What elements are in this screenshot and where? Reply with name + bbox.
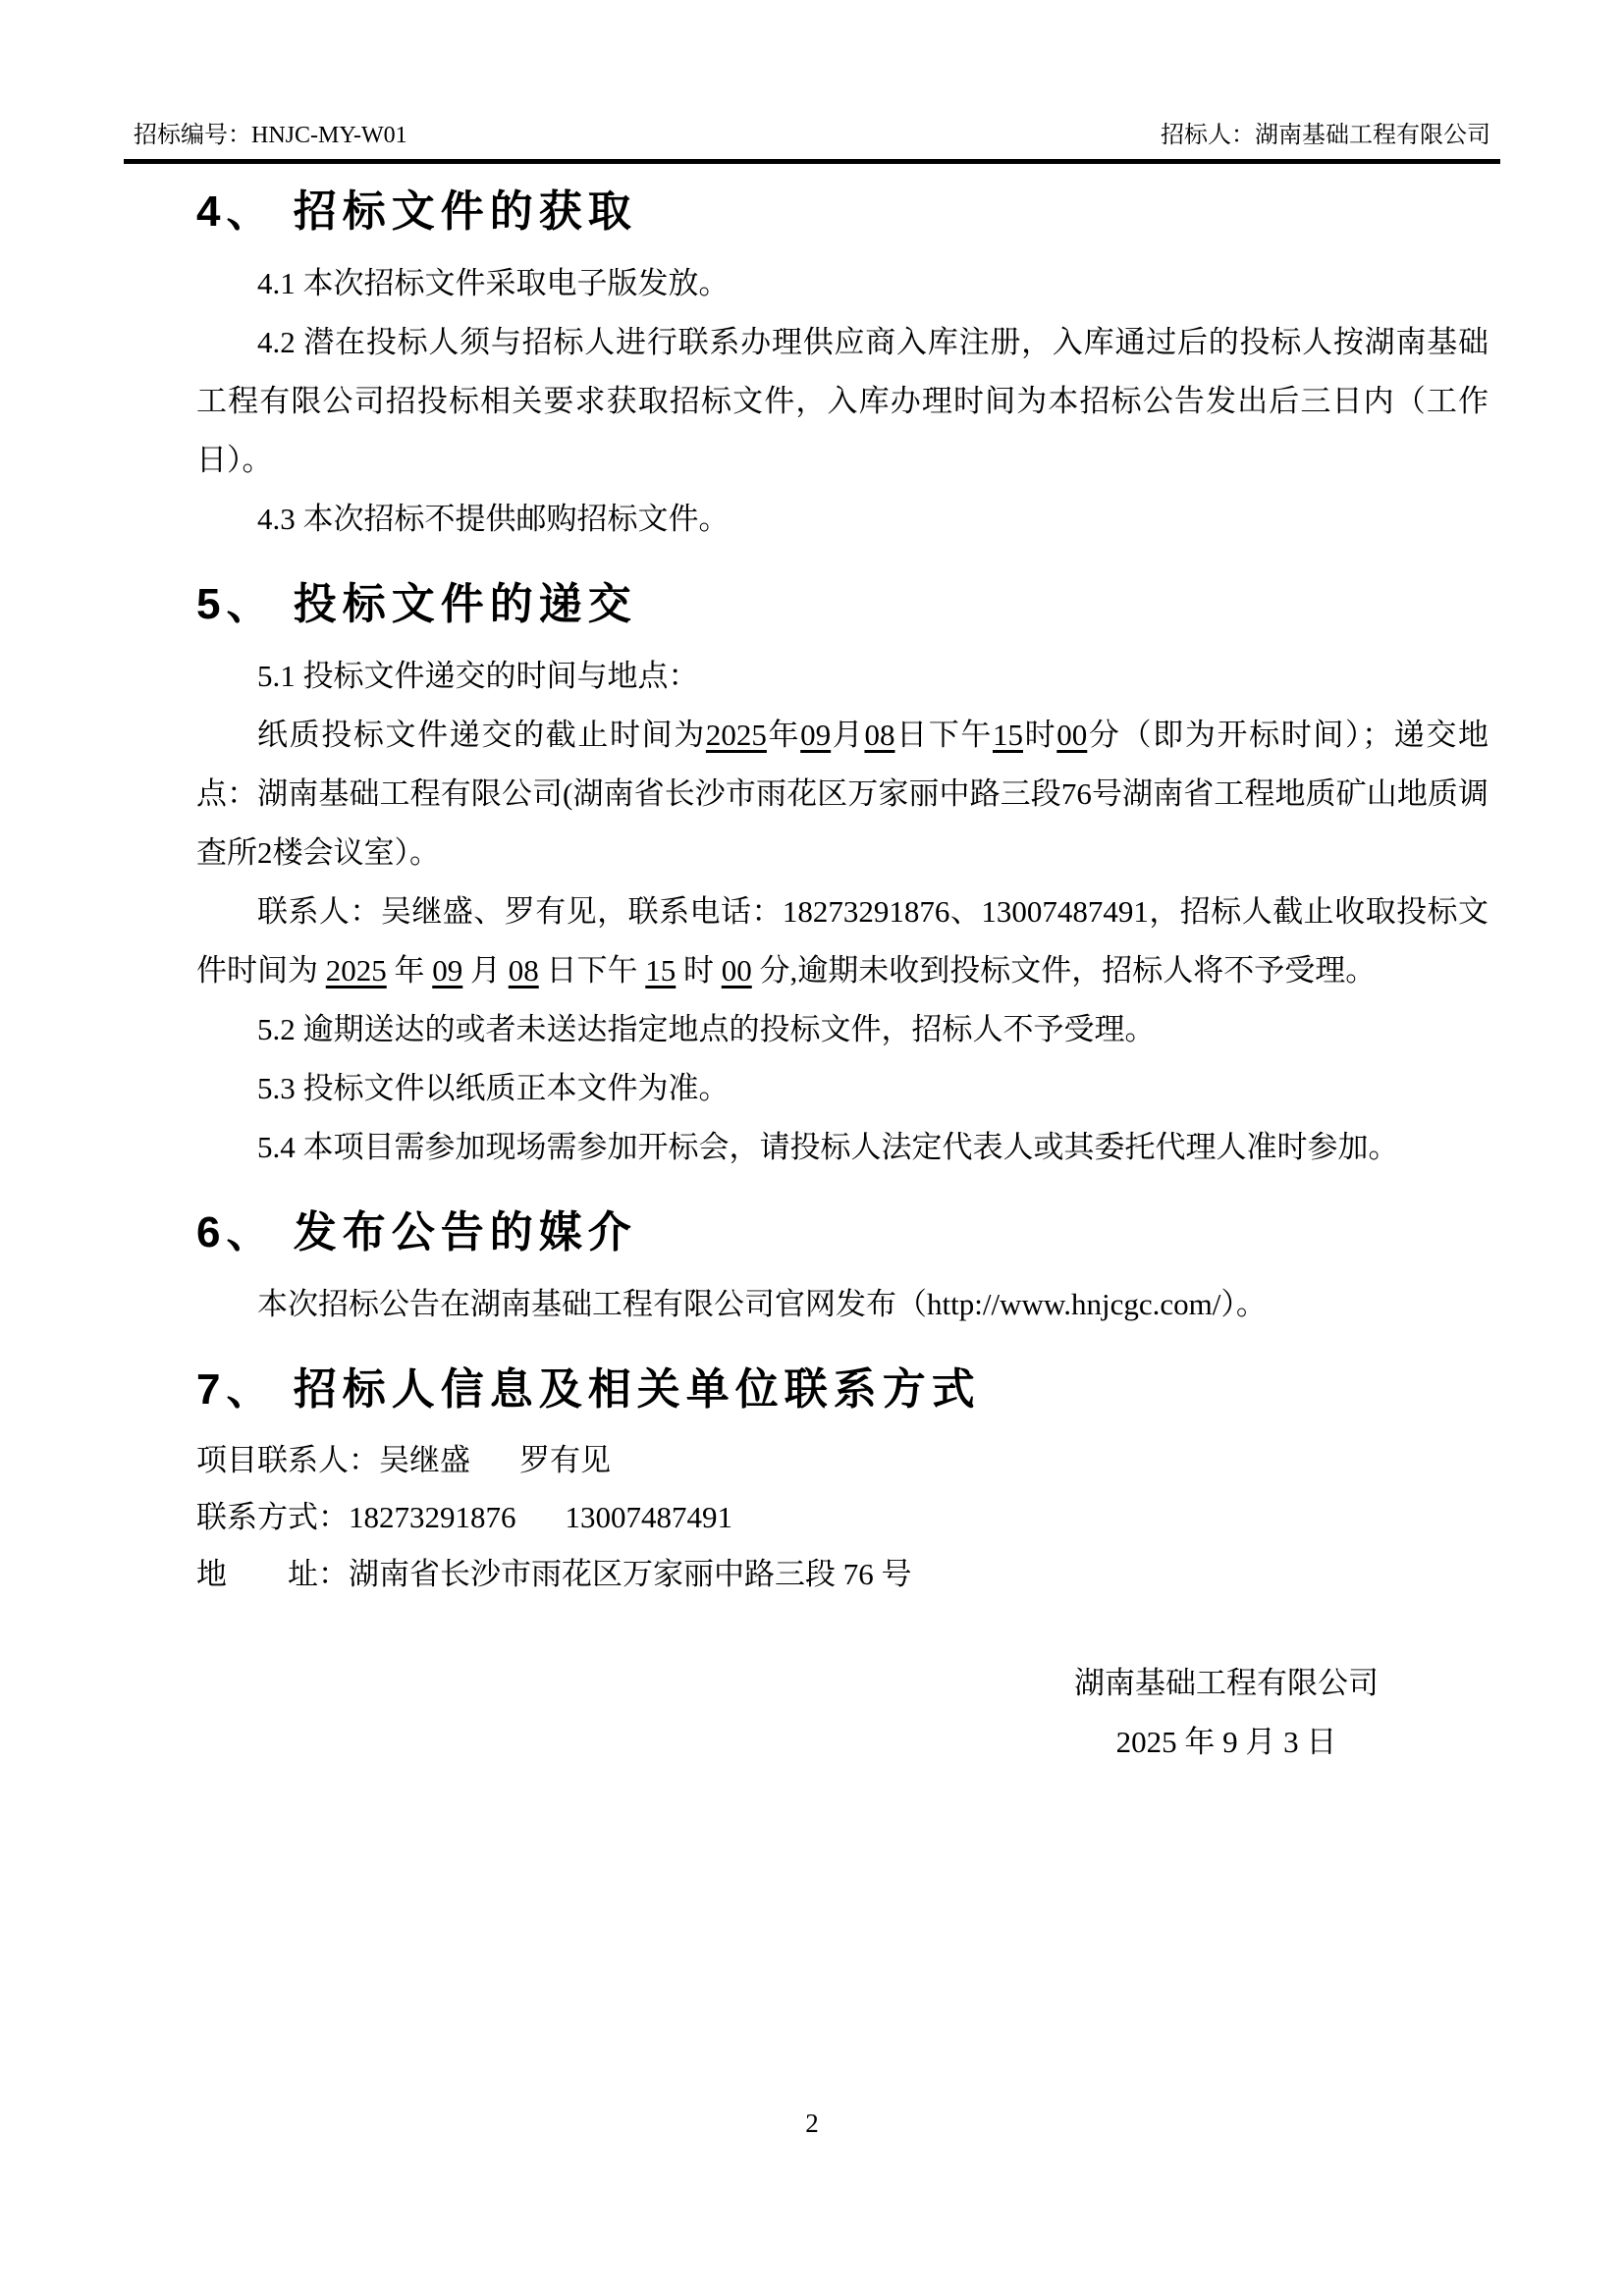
contact-row-address: [196, 1546, 1489, 1603]
text-segment: 月: [462, 953, 509, 988]
document-body: [196, 184, 1489, 1772]
underlined-hour: 15: [993, 718, 1023, 752]
paragraph-5-contacts: [196, 882, 1489, 1000]
underlined-minute: 00: [1056, 718, 1088, 752]
text-segment: 日下午: [538, 953, 646, 988]
text-segment: 纸质投标文件递交的截止时间为: [257, 718, 706, 752]
text-segment: 年: [386, 953, 433, 988]
paragraph-5-3: 5.3 投标文件以纸质正本文件为准。: [257, 1071, 730, 1105]
paragraph-5-4: 5.4 本项目需参加现场需参加开标会，请投标人法定代表人或其委托代理人准时参加。: [257, 1130, 1399, 1164]
text-segment: 时: [1023, 718, 1057, 752]
paragraph-5-deadline: [196, 706, 1489, 882]
signature-company: 湖南基础工程有限公司: [1074, 1666, 1379, 1700]
underlined-day: 08: [508, 953, 539, 988]
underlined-month: 09: [800, 718, 832, 752]
underlined-day: 08: [864, 718, 895, 752]
text-segment: 联系人：吴继盛、罗有见，联系电话：18273291876、13007487491，招标人截止收取投标文件时间为: [196, 894, 1489, 988]
contact-person-1: 吴继盛: [379, 1443, 470, 1477]
page-header: [124, 120, 1500, 164]
underlined-year: 2025: [705, 718, 767, 752]
text-segment: 年: [766, 718, 801, 752]
section-6-heading: 6、 发布公告的媒介: [196, 1208, 637, 1256]
text-segment: 时: [676, 953, 722, 988]
paragraph-4-3: 4.3 本次招标不提供邮购招标文件。: [257, 502, 730, 536]
paragraph-4-2: 4.2 潜在投标人须与招标人进行联系办理供应商入库注册，入库通过后的投标人按湖南基础工程有限公司招投标相关要求获取招标文件，入库办理时间为本招标公告发出后三日内（工作日）。: [196, 325, 1489, 477]
underlined-hour: 15: [645, 953, 677, 988]
paragraph-6-1: 本次招标公告在湖南基础工程有限公司官网发布（http://www.hnjcgc.com/）。: [257, 1287, 1267, 1321]
section-4-heading: 4、 招标文件的获取: [196, 187, 637, 236]
page-number: 2: [805, 2109, 819, 2138]
section-7-heading: 7、 招标人信息及相关单位联系方式: [196, 1365, 981, 1414]
section-5-heading: 5、 投标文件的递交: [196, 580, 637, 628]
contact-row-persons: [196, 1432, 1489, 1489]
contact-label: 地 址：: [196, 1557, 349, 1591]
contact-label: 项目联系人：: [196, 1443, 379, 1477]
text-segment: 分（即为开标时间）；递交地点：湖南基础工程有限公司(湖南省长沙市雨花区万家丽中路三段76号湖南省工程地质矿山地质调查所2楼会议室）。: [196, 718, 1489, 870]
text-segment: 分,逾期未收到投标文件，招标人将不予受理。: [751, 953, 1377, 988]
signature-block: [1074, 1654, 1379, 1772]
header-tender-number: 招标编号：HNJC-MY-W01: [134, 123, 407, 148]
header-tenderee-name: 招标人：湖南基础工程有限公司: [1161, 123, 1490, 148]
signature-date: 2025 年 9 月 3 日: [1115, 1725, 1337, 1759]
underlined-year: 2025: [325, 953, 387, 988]
contact-phone-2: 13007487491: [565, 1500, 732, 1534]
contact-label: 联系方式：: [196, 1500, 349, 1534]
contact-address: 湖南省长沙市雨花区万家丽中路三段 76 号: [349, 1557, 912, 1591]
text-segment: 日下午: [894, 718, 993, 752]
contact-row-phones: [196, 1489, 1489, 1546]
underlined-minute: 00: [721, 953, 752, 988]
paragraph-4-1: 4.1 本次招标文件采取电子版发放。: [257, 266, 730, 300]
contact-person-2: 罗有见: [519, 1443, 611, 1477]
paragraph-5-2: 5.2 逾期送达的或者未送达指定地点的投标文件，招标人不予受理。: [257, 1012, 1156, 1046]
paragraph-5-1: 5.1 投标文件递交的时间与地点：: [257, 659, 699, 693]
contact-phone-1: 18273291876: [349, 1500, 516, 1534]
underlined-month: 09: [432, 953, 463, 988]
text-segment: 月: [831, 718, 865, 752]
